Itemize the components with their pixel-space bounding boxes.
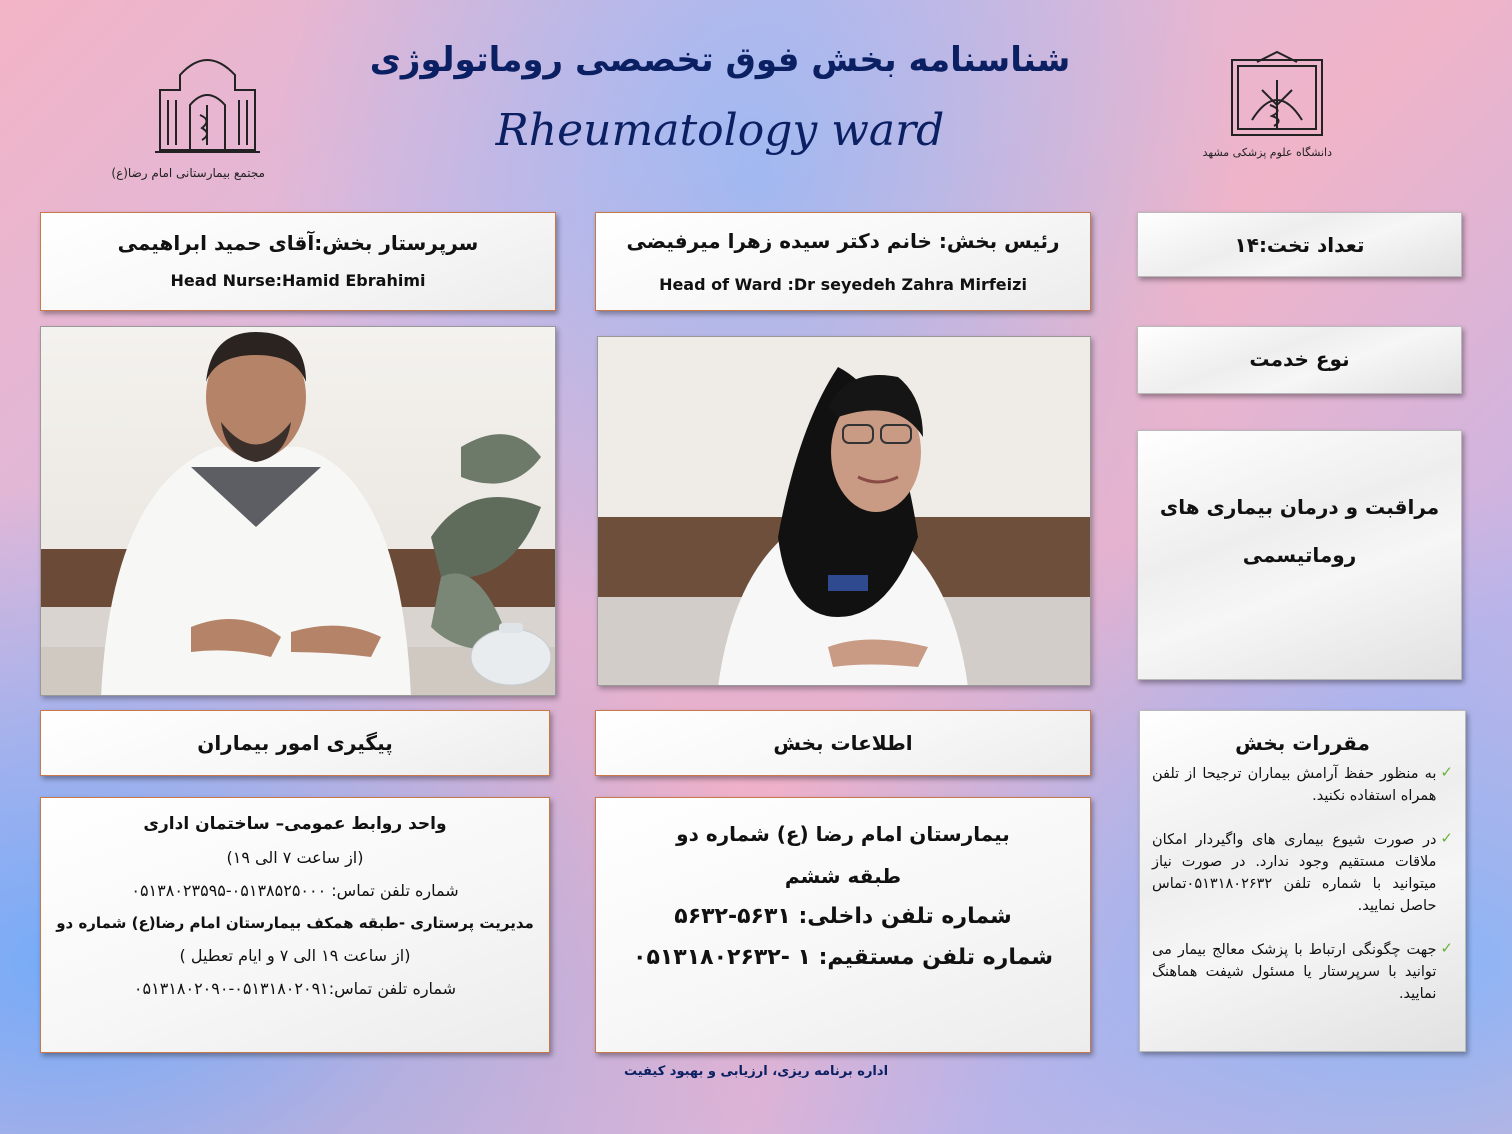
ward-hospital: بیمارستان امام رضا (ع) شماره دو (676, 822, 1010, 846)
ward-rules-title: مقررات بخش (1235, 731, 1370, 755)
rule-item (1152, 939, 1453, 1005)
head-nurse-photo (40, 326, 556, 696)
followup-nursing-hours: (از ساعت ۱۹ الی ۷ و ایام تعطیل ) (179, 946, 411, 965)
page-title: شناسنامه بخش فوق تخصصی روماتولوژی (369, 40, 1071, 80)
head-of-ward-photo (597, 336, 1091, 686)
followup-nursing-phone: شماره تلفن تماس:۰۵۱۳۱۸۰۲۰۹۱-۰۵۱۳۱۸۰۲۰۹۰ (133, 979, 457, 998)
head-nurse-box (40, 212, 556, 311)
head-of-ward-title-fa: رئیس بخش: خانم دکتر سیده زهرا میرفیضی (626, 229, 1060, 253)
hospital-building-icon (150, 50, 265, 160)
service-type-box (1137, 326, 1462, 394)
checkmark-icon: ✓ (1440, 829, 1453, 847)
ward-info-header (595, 710, 1091, 776)
patient-followup-details (40, 797, 550, 1053)
ward-floor: طبقه ششم (784, 864, 902, 888)
followup-office: واحد روابط عمومی– ساختمان اداری (143, 814, 447, 834)
ward-internal-phone: شماره تلفن داخلی: ۵۶۳۱-۵۶۳۲ (674, 904, 1012, 929)
head-nurse-title-en: Head Nurse:Hamid Ebrahimi (170, 271, 426, 290)
beds-box (1137, 212, 1462, 277)
patient-followup-header (40, 710, 550, 776)
ward-rules-box (1139, 710, 1466, 1052)
hospital-logo-caption: مجتمع بیمارستانی امام رضا(ع) (111, 166, 265, 180)
rule-item (1152, 829, 1453, 917)
patient-followup-label: پیگیری امور بیماران (197, 731, 393, 755)
ward-direct-phone: شماره تلفن مستقیم: ۱ -۰۵۱۳۱۸۰۲۶۳۲ (633, 945, 1053, 970)
hospital-logo (111, 50, 265, 185)
page-subtitle-en: Rheumatology ward (495, 105, 945, 156)
ward-info-label: اطلاعات بخش (773, 731, 913, 755)
followup-office-hours: (از ساعت ۷ الی ۱۹) (226, 848, 364, 867)
checkmark-icon: ✓ (1440, 939, 1453, 957)
rule-text: به منظور حفظ آرامش بیماران ترجیحا از تلفن همراه استفاده نکنید. (1152, 766, 1437, 804)
ward-info-details (595, 797, 1091, 1053)
university-logo-caption: دانشگاه علوم پزشکی مشهد (1202, 146, 1332, 159)
rule-item (1152, 763, 1453, 807)
head-of-ward-box (595, 212, 1091, 311)
service-description-line2: روماتیسمی (1242, 543, 1357, 567)
university-logo (1202, 50, 1332, 175)
service-description-line1: مراقبت و درمان بیماری های (1159, 495, 1440, 519)
followup-nursing-management: مدیریت پرستاری -طبقه همکف بیمارستان امام رضا(ع) شماره دو (56, 914, 534, 932)
checkmark-icon: ✓ (1440, 763, 1453, 781)
rule-text: جهت چگونگی ارتباط با پزشک معالج بیمار می توانید با سرپرستار یا مسئول شیفت هماهنگ نمایید. (1152, 942, 1437, 1002)
rule-text: در صورت شیوع بیماری های واگیردار امکان ملاقات مستقیم وجود ندارد. در صورت نیاز میتوانید با شماره تلفن ۰۵۱۳۱۸۰۲۶۳۲تماس حاصل نمایید. (1152, 832, 1437, 914)
footer-text: اداره برنامه ریزی، ارزیابی و بهبود کیفیت (623, 1064, 889, 1079)
beds-label: تعداد تخت:۱۴ (1234, 233, 1365, 257)
followup-office-phone: شماره تلفن تماس: ۰۵۱۳۸۵۲۵۰۰۰-۰۵۱۳۸۰۲۳۵۹۵ (131, 881, 459, 900)
head-of-ward-title-en: Head of Ward :Dr seyedeh Zahra Mirfeizi (659, 275, 1027, 294)
service-description-box (1137, 430, 1462, 680)
university-emblem-icon (1222, 50, 1332, 140)
service-type-label: نوع خدمت (1249, 347, 1350, 371)
head-nurse-title-fa: سرپرستار بخش:آقای حمید ابراهیمی (117, 231, 479, 255)
